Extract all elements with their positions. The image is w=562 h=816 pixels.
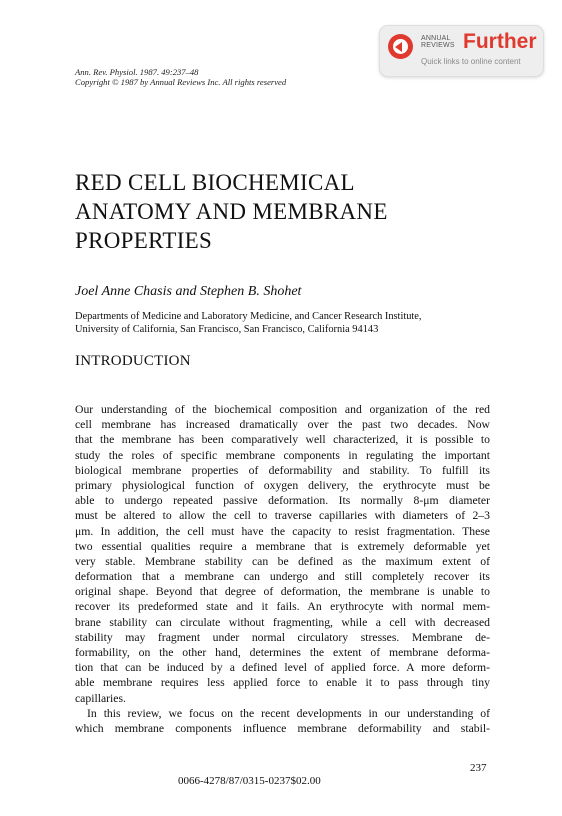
badge-annual-label: ANNUAL [421,35,451,42]
body-text [75,402,490,736]
body-line: recover its predeformed state and it fails. An erythrocyte with normal mem- [75,600,490,614]
body-line: which membrane components influence membrane deformability and stabil- [75,721,490,735]
annual-reviews-logo-text [421,35,461,49]
journal-citation: Ann. Rev. Physiol. 1987. 49:237–48 [75,67,199,77]
body-line: original shape. Beyond that degree of deformation, the membrane is unable to [75,585,490,599]
article-code: 0066-4278/87/0315-0237$02.00 [178,775,321,787]
body-line: stability may fragment under normal circulatory stresses. Membrane de- [75,630,490,644]
body-line: must be altered to allow the cell to traverse capillaries with diameters of 2–3 [75,509,490,523]
body-line: biological membrane properties of deformability and stability. To fulfill its [75,463,490,477]
title-line: PROPERTIES [75,228,213,253]
affiliation [75,310,422,336]
section-heading: INTRODUCTION [75,353,191,369]
body-line: tion that can be induced by a defined level of applied force. A more deform- [75,661,490,675]
badge-subtitle: Quick links to online content [421,57,521,66]
badge-further-label: Further [463,30,537,53]
body-line: In this review, we focus on the recent developments in our understanding of [87,706,490,720]
affiliation-line: University of California, San Francisco, San Francisco, California 94143 [75,324,379,335]
affiliation-line: Departments of Medicine and Laboratory Medicine, and Cancer Research Institute, [75,311,422,322]
journal-citation-block [75,67,286,87]
body-line: two essential qualities require a membrane that is extremely deformable yet [75,539,490,553]
body-line: Our understanding of the biochemical composition and organization of the red [75,403,490,416]
body-line: that the membrane has been comparatively well characterized, it is possible to [75,433,490,447]
body-line: able membrane requires less applied force to enable it to pass through tiny [75,676,490,690]
authors: Joel Anne Chasis and Stephen B. Shohet [75,284,302,299]
body-line: able to undergo repeated passive deformation. Its normally 8-μm diameter [75,494,490,508]
body-line: cell membrane has increased dramatically over the past two decades. Now [75,418,490,432]
body-line: capillaries. [75,691,126,705]
annual-reviews-further-badge[interactable] [379,25,544,77]
body-line: study the roles of specific membrane components in regulating the important [75,448,490,462]
title-line: RED CELL BIOCHEMICAL [75,170,355,195]
title-line: ANATOMY AND MEMBRANE [75,199,388,224]
back-arrow-icon [388,34,413,59]
body-line: very stable. Membrane stability can be defined as the maximum extent of [75,554,490,568]
badge-reviews-label: REVIEWS [421,42,455,49]
body-line: formability, on the other hand, determines the extent of membrane deforma- [75,646,490,659]
body-line: deformation that a membrane can undergo and still completely recover its [75,570,490,584]
body-line: brane stability can circulate without fragmenting, while a cell with decreased [75,615,490,629]
copyright-line: Copyright © 1987 by Annual Reviews Inc. All rights reserved [75,77,287,87]
article-title [75,168,388,255]
body-line: μm. In addition, the cell must have the capacity to resist fragmentation. These [75,524,490,538]
body-line: primary physiological function of oxygen delivery, the erythrocyte must be [75,478,490,492]
page-number: 237 [470,762,487,774]
